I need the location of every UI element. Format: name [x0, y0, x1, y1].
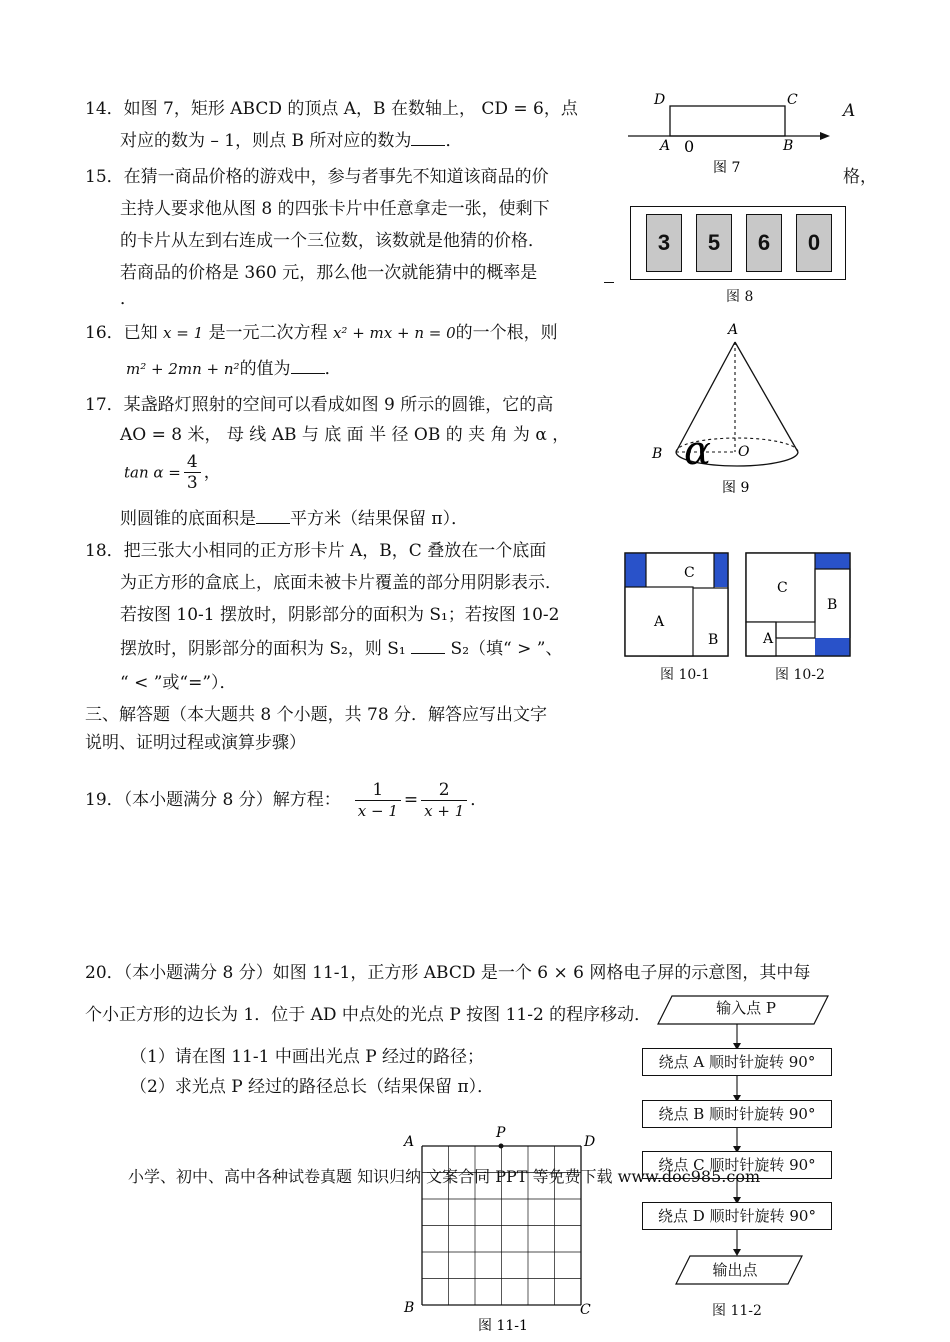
q14-line2-text: 对应的数为 – 1，则点 B 所对应的数为 [120, 131, 412, 151]
fig10-1-label-B: B [708, 632, 719, 648]
figure-10-2 [745, 552, 853, 658]
label-B: B [783, 138, 794, 154]
flow-step-rotate-A: 绕点 A 顺时针旋转 90° [642, 1048, 832, 1076]
q16-line1 [85, 322, 558, 344]
q16-text-b: 是一元二次方程 [208, 323, 328, 343]
q14-line2-end: ． [445, 131, 463, 151]
q20-line2: 个小正方形的边长为 1．位于 AD 中点处的光点 P 按图 11-2 的程序移动． [85, 1005, 652, 1025]
card-6: 6 [746, 214, 782, 272]
flow-step-rotate-D: 绕点 D 顺时针旋转 90° [642, 1202, 832, 1230]
section3-heading-line1: 三、解答题（本大题共 8 个小题，共 78 分．解答应写出文字 [85, 705, 548, 725]
watermark-text: 小学、初中、高中各种试卷真题 知识归纳 文案合同 PPT 等免费下载 www.doc985.com [128, 1167, 761, 1186]
q16-root: x = 1 [163, 324, 204, 342]
q15-stray: 格， [843, 167, 877, 187]
tan-comma: ， [203, 462, 221, 483]
q17-text-a: 则圆锥的底面积是 [120, 509, 256, 529]
section3-heading-line2: 说明、证明过程或演算步骤） [85, 733, 306, 753]
number-line-arrow-icon [820, 132, 830, 140]
cone-label-O: O [738, 444, 750, 460]
q15-line1: 15．在猜一商品价格的游戏中，参与者事先不知道该商品的价 [85, 167, 549, 187]
figure-11-2-caption: 图 11-2 [712, 1303, 762, 1319]
q18-line1: 18．把三张大小相同的正方形卡片 A，B，C 叠放在一个底面 [85, 541, 547, 561]
q17-line4 [120, 508, 468, 530]
point-P [499, 1144, 504, 1149]
q18-answer-blank [411, 639, 445, 654]
q17-line1: 17．某盏路灯照射的空间可以看成如图 9 所示的圆锥，它的高 [85, 395, 554, 415]
q14-answer-blank [411, 131, 445, 146]
flow-input-label: 输入点 P [716, 999, 776, 1017]
tan-numerator: 4 [184, 452, 201, 473]
q16-answer-blank [291, 359, 325, 374]
q20-sub1: （1）请在图 11-1 中画出光点 P 经过的路径； [130, 1047, 485, 1067]
tan-fraction [184, 452, 201, 493]
figure-11-2-flowchart [640, 994, 840, 1294]
q19-prefix: 19．（本小题满分 8 分）解方程： [85, 790, 341, 810]
q19-fraction-right [421, 780, 467, 821]
card-3: 3 [646, 214, 682, 272]
cone-label-A: A [728, 322, 739, 338]
tan-alpha-label: tan α = [124, 463, 181, 482]
flow-output-label: 输出点 [712, 1261, 758, 1279]
q16-text-c: 的一个根，则 [455, 323, 558, 343]
fig10-1-label-A: A [654, 614, 665, 630]
grid-label-A: A [404, 1134, 415, 1150]
label-A: A [660, 138, 671, 154]
q17-text-b: 平方米（结果保留 π）． [290, 509, 469, 529]
q16-text-d: 的值为 [239, 359, 291, 379]
q15-line4: 若商品的价格是 360 元，那么他一次就能猜中的概率是 [120, 263, 538, 283]
q19-equals: = [403, 790, 419, 810]
q16-equation: x² + mx + n = 0 [332, 324, 456, 342]
q15-answer-blank [604, 282, 614, 283]
q14-line2 [120, 130, 462, 152]
figure-8-card-tray [630, 206, 846, 280]
q18-text-a: 摆放时，阴影部分的面积为 S₂，则 S₁ [120, 639, 406, 659]
q20-sub2: （2）求光点 P 经过的路径总长（结果保留 π）． [130, 1077, 495, 1097]
q20-line1: 20．（本小题满分 8 分）如图 11-1，正方形 ABCD 是一个 6 × 6 网格电子屏的示意图，其中每 [85, 963, 811, 983]
shaded-region-right [714, 553, 728, 587]
q16-line2 [126, 358, 342, 380]
figure-10-1-caption: 图 10-1 [660, 667, 710, 683]
figure-8-caption: 图 8 [726, 289, 754, 305]
figure-7-caption: 图 7 [713, 160, 741, 176]
figure-10-2-caption: 图 10-2 [775, 667, 825, 683]
figure-11-1-caption: 图 11-1 [478, 1318, 528, 1334]
q17-answer-blank [256, 509, 290, 524]
fig10-2-label-B: B [827, 597, 838, 613]
figure-9-cone [640, 318, 820, 500]
cone-label-B: B [652, 446, 663, 462]
label-D: D [654, 92, 666, 108]
q16-text-e: ． [324, 359, 342, 379]
fig10-1-label-C: C [684, 565, 695, 581]
q18-line3: 若按图 10-1 摆放时，阴影部分的面积为 S₁；若按图 10-2 [120, 605, 560, 625]
q14-line1: 14．如图 7，矩形 ABCD 的顶点 A，B 在数轴上， CD = 6，点 [85, 99, 578, 119]
shaded-region-top [815, 553, 850, 569]
figure-9-caption: 图 9 [722, 480, 750, 496]
q15-line3: 的卡片从左到右连成一个三位数，该数就是他猜的价格． [120, 231, 545, 251]
figure-10-1 [624, 552, 730, 658]
q18-text-b: S₂（填“ > ”、 [450, 639, 563, 659]
q19-line [85, 776, 487, 824]
tan-denominator: 3 [186, 473, 198, 493]
q19-suffix: ． [470, 790, 488, 810]
q18-line5: “ < ”或“=”）． [120, 673, 237, 693]
q15-line2: 主持人要求他从图 8 的四张卡片中任意拿走一张，使剩下 [120, 199, 550, 219]
grid-label-B: B [404, 1300, 415, 1316]
arrow-down-icon [733, 1249, 741, 1256]
q18-line2: 为正方形的盒底上，底面未被卡片覆盖的部分用阴影表示． [120, 573, 562, 593]
shaded-region-left [625, 553, 646, 587]
q19-num-right: 2 [421, 780, 467, 801]
card-5: 5 [696, 214, 732, 272]
angle-alpha-label: α [684, 428, 712, 474]
q17-tan-line [124, 452, 221, 493]
grid-label-C: C [580, 1302, 591, 1318]
q19-num-left: 1 [355, 780, 401, 801]
q19-den-right: x + 1 [424, 801, 465, 820]
figure-7-number-line [620, 86, 840, 178]
shaded-region-bottom [815, 638, 850, 656]
grid-label-D: D [584, 1134, 596, 1150]
q14-stray-label: A [843, 101, 856, 121]
grid-label-P: P [496, 1126, 506, 1141]
q17-line2: AO = 8 米， 母 线 AB 与 底 面 半 径 OB 的 夹 角 为 α ， [120, 425, 570, 445]
q19-den-left: x − 1 [357, 801, 398, 820]
card-0: 0 [796, 214, 832, 272]
q19-fraction-left [355, 780, 401, 821]
label-zero: 0 [684, 137, 695, 156]
figure-11-1-grid [400, 1126, 600, 1336]
q15-line5: ． [120, 289, 137, 309]
rectangle-abcd [670, 106, 785, 136]
label-C: C [787, 92, 798, 108]
q16-expression: m² + 2mn + n² [126, 360, 240, 378]
fig10-2-label-A: A [763, 631, 774, 647]
q18-line4 [120, 638, 562, 660]
cone-generatrix-right [735, 342, 798, 452]
q16-text-a: 16．已知 [85, 323, 158, 343]
flow-step-rotate-C: 绕点 C 顺时针旋转 90° [642, 1151, 832, 1179]
flow-step-rotate-B: 绕点 B 顺时针旋转 90° [642, 1100, 832, 1128]
fig10-2-label-C: C [777, 580, 788, 596]
